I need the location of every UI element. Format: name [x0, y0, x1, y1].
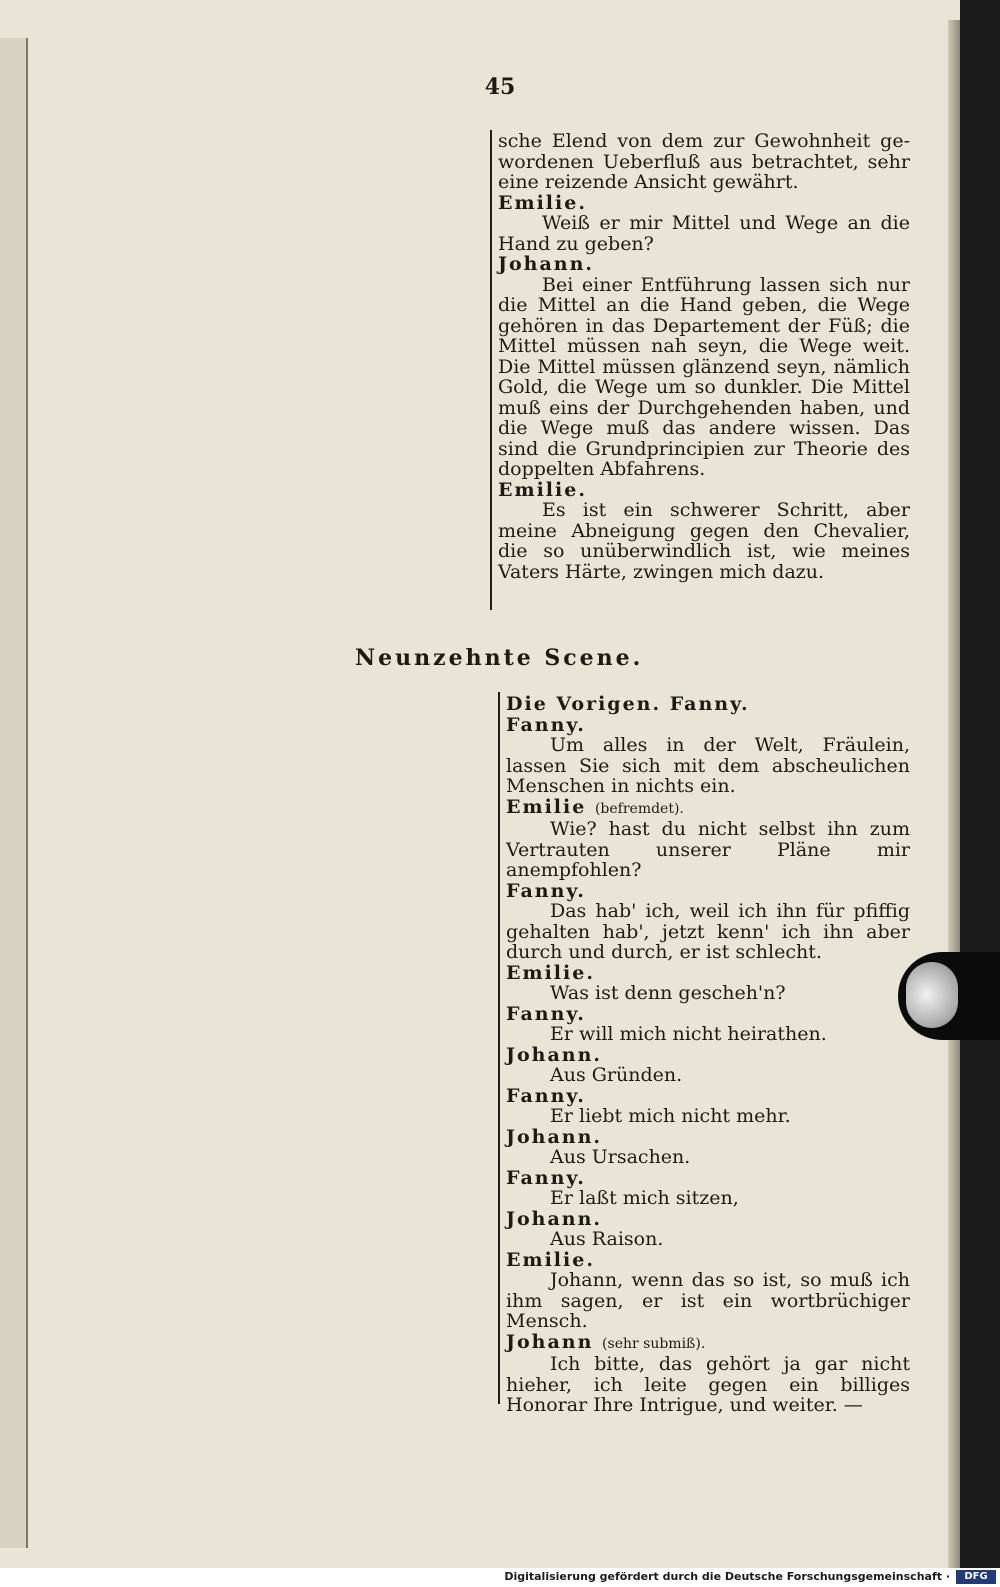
speaker-name: Emilie.: [498, 191, 587, 214]
text-block-top: [498, 131, 910, 582]
speaker-name: Emilie (befremdet).: [506, 795, 684, 818]
stage-direction: (befremdet).: [594, 800, 684, 817]
dialogue-paragraph: Er liebt mich nicht mehr.: [550, 1105, 791, 1127]
speaker-name: Emilie.: [498, 478, 587, 501]
speaker-name: Johann.: [506, 1043, 603, 1066]
dialogue-paragraph: Wie? hast du nicht selbst ihn zum Vertrauten unserer Pläne mir anempfohlen?: [506, 818, 910, 881]
dialogue-paragraph: Bei einer Entführung lassen sich nur die Mittel an die Hand geben, die Wege gehören in das Departement der Füß; die Mittel müssen nah seyn, die Wege weit. Die Mittel müssen glänzend seyn, nämlich Gold, die Wege um so dunkler. Die Mittel muß eins der Durchgehenden haben, und die Wege muß das andere wissen. Das sind die Grundprincipien zur Theorie des doppelten Abfahrens.: [498, 273, 910, 480]
speaker-name: Johann (sehr submiß).: [506, 1330, 706, 1353]
dfg-logo: DFG: [956, 1570, 996, 1584]
scanner-thumb-nail: [906, 962, 958, 1028]
facing-page-edge: [0, 38, 28, 1548]
speaker-name: Johann.: [498, 253, 595, 275]
footer-credit: Digitalisierung gefördert durch die Deutsche Forschungsgemeinschaft ·: [504, 1570, 950, 1583]
speaker-name: Johann.: [506, 1125, 603, 1148]
dialogue-paragraph: Aus Gründen.: [550, 1064, 683, 1086]
speaker-name: Emilie.: [506, 1248, 595, 1271]
speaker-name: Fanny.: [506, 713, 586, 736]
dialogue-paragraph: Es ist ein schwerer Schritt, aber meine Abneigung gegen den Chevalier, die so unüberwindlich ist, wie meines Vaters Härte, zwingen mich dazu.: [498, 499, 910, 583]
dialogue-paragraph: Aus Ursachen.: [550, 1146, 691, 1168]
page-number: 45: [484, 74, 516, 100]
dialogue-paragraph: Johann, wenn das so ist, so muß ich ihm sagen, er ist ein wortbrüchiger Mensch.: [506, 1269, 910, 1332]
dialogue-paragraph: Was ist denn gescheh'n?: [550, 982, 786, 1004]
dialogue-paragraph: Er will mich nicht heirathen.: [550, 1023, 827, 1045]
dialogue-paragraph: Aus Raison.: [550, 1228, 664, 1250]
column-rule-bottom: [498, 692, 500, 1404]
page-edge-shadow: [948, 20, 960, 1568]
speaker-name: Die Vorigen. Fanny.: [506, 693, 750, 715]
text-block-bottom: [506, 694, 910, 1416]
speaker-name: Fanny.: [506, 879, 586, 902]
speaker-name: Emilie.: [506, 961, 595, 984]
stage-direction: (sehr submiß).: [602, 1335, 706, 1352]
speaker-name: Fanny.: [506, 1166, 586, 1189]
column-rule-top: [490, 130, 492, 610]
dialogue-paragraph: Weiß er mir Mittel und Wege an die Hand zu geben?: [498, 212, 910, 255]
footer-bar: [0, 1568, 1000, 1587]
speaker-name: Fanny.: [506, 1084, 586, 1107]
dialogue-paragraph: sche Elend von dem zur Gewohnheit ge- wordenen Ueberfluß aus betrachtet, sehr eine reizende Ansicht gewährt.: [498, 130, 910, 193]
dialogue-paragraph: Das hab' ich, weil ich ihn für pfiffig gehalten hab', jetzt kenn' ich ihn aber durch und durch, er ist schlecht.: [506, 900, 910, 963]
speaker-name: Fanny.: [506, 1002, 586, 1025]
dialogue-paragraph: Um alles in der Welt, Fräulein, lassen Sie sich mit dem abscheulichen Menschen in nichts ein.: [506, 734, 910, 797]
dialogue-paragraph: Ich bitte, das gehört ja gar nicht hieher, ich leite gegen ein billiges Honorar Ihre Intrigue, und weiter. —: [506, 1353, 910, 1416]
speaker-name: Johann.: [506, 1207, 603, 1230]
scene-title: Neunzehnte Scene.: [355, 645, 644, 671]
dialogue-paragraph: Er laßt mich sitzen,: [550, 1187, 739, 1209]
